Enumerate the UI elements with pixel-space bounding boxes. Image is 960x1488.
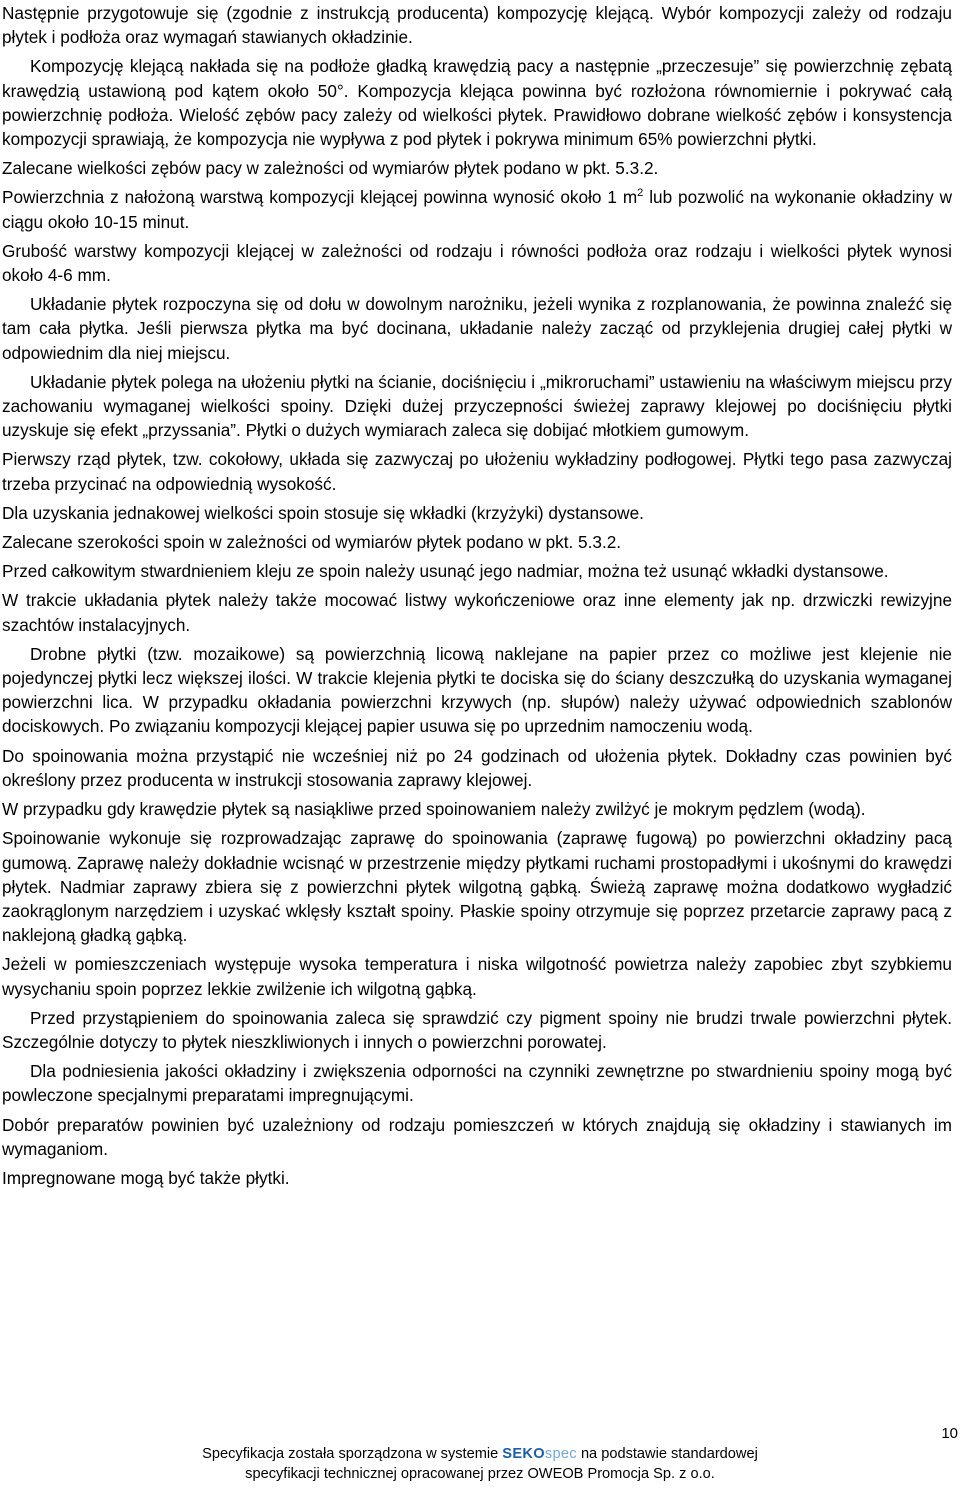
- coverage-text: Powierzchnia z nałożoną warstwą kompozycji klejącej powinna wynosić około 1 m: [2, 187, 638, 208]
- footer-text: Specyfikacja została sporządzona w systemie: [202, 1446, 503, 1462]
- paragraph-coverage-area: [2, 185, 952, 233]
- footer-line-2: specyfikacji technicznej opracowanej przez OWEOB Promocja Sp. z o.o.: [245, 1466, 715, 1482]
- paragraph-edge-wetting: W przypadku gdy krawędzie płytek są nasiąkliwe przed spoinowaniem należy zwilżyć je mokrym pędzlem (wodą).: [2, 799, 866, 820]
- paragraph-laying-method: Układanie płytek polega na ułożeniu płytki na ścianie, dociśnięciu i „mikroruchami” ustawieniu na właściwym miejscu przy zachowaniu wymaganej wielkości spoiny. Dzięki dużej przyczepności świeżej zaprawy klejowej po dociśnięciu płytki uzyskuje się efekt „przyssania”. Płytki o dużych wymiarach zaleca się dobijać młotkiem gumowym.: [2, 371, 952, 441]
- coverage-text-continued: lub pozwolić na wykonanie okładziny w ciągu około 10-15 minut.: [2, 187, 953, 232]
- paragraph-finishing-strips: W trakcie układania płytek należy także mocować listwy wykończeniowe oraz inne elementy jak np. drzwiczki rewizyjne szachtów instalacyjnych.: [2, 590, 952, 635]
- superscript-2: 2: [637, 187, 644, 200]
- footer-text-after: na podstawie standardowej: [576, 1446, 758, 1462]
- paragraph-tile-impregnation: Impregnowane mogą być także płytki.: [2, 1167, 290, 1188]
- paragraph-mosaic-tiles: Drobne płytki (tzw. mozaikowe) są powierzchnią licową naklejane na papier przez co możliwe jest klejenie nie pojedynczej płytki lecz większej ilości. W trakcie klejenia płytki te dociska się do ściany deszczułką do uzyskania wymaganej powierzchni lica. W przypadku okładania powierzchni krzywych (np. słupów) należy używać odpowiednich szablonów dociskowych. Po związaniu kompozycji klejącej papier usuwa się po uprzednim namoczeniu wodą.: [2, 643, 952, 737]
- paragraph-high-temperature: Jeżeli w pomieszczeniach występuje wysoka temperatura i niska wilgotność powietrza należy zapobiec zbyt szybkiemu wysychaniu spoin poprzez lekkie zwilżenie ich wilgotną gąbką.: [2, 954, 952, 999]
- page-footer: [0, 1444, 960, 1484]
- paragraph-pigment-check: Przed przystąpieniem do spoinowania zaleca się sprawdzić czy pigment spoiny nie brudzi trwale powierzchni płytek. Szczególnie dotyczy to płytek nieszkliwionych i innych o powierzchni porowatej.: [2, 1007, 952, 1052]
- brand-seko: SEKO: [502, 1446, 545, 1462]
- paragraph-grouting-method: Spoinowanie wykonuje się rozprowadzając zaprawę do spoinowania (zaprawę fugową) po powierzchni okładziny pacą gumową. Zaprawę należy dokładnie wcisnąć w przestrzenie między płytkami ruchami prostopadłymi i ukośnymi do krawędzi płytek. Nadmiar zaprawy zbiera się z powierzchni płytek wilgotną gąbką. Świeżą zaprawę można dodatkowo wygładzić zaokrąglonym narzędziem i uzyskać wklęsły kształt spoiny. Płaskie spoiny otrzymuje się poprzez przetarcie zaprawy pacą z naklejoną gładką gąbką.: [2, 828, 952, 946]
- paragraph-trowel-teeth-reference: Zalecane wielkości zębów pacy w zależności od wymiarów płytek podano w pkt. 5.3.2.: [2, 158, 659, 179]
- paragraph-joint-width-reference: Zalecane szerokości spoin w zależności od wymiarów płytek podano w pkt. 5.3.2.: [2, 532, 622, 553]
- paragraph-preparation-selection: Dobór preparatów powinien być uzależniony od rodzaju pomieszczeń w których znajdują się okładziny i stawianych im wymaganiom.: [2, 1114, 952, 1159]
- paragraph-grouting-time: Do spoinowania można przystąpić nie wcześniej niż po 24 godzinach od ułożenia płytek. Dokładny czas powinien być określony przez producenta w instrukcji stosowania zaprawy klejowej.: [2, 745, 952, 790]
- paragraph-impregnation: Dla podniesienia jakości okładziny i zwiększenia odporności na czynniki zewnętrzne po stwardnieniu spoiny mogą być powleczone specjalnymi preparatami impregnującymi.: [2, 1061, 952, 1106]
- paragraph-adhesive-preparation: Następnie przygotowuje się (zgodnie z instrukcją producenta) kompozycję klejącą. Wybór kompozycji zależy od rodzaju płytek i podłoża oraz wymagań stawianych okładzinie.: [2, 3, 952, 48]
- paragraph-laying-start: Układanie płytek rozpoczyna się od dołu w dowolnym narożniku, jeżeli wynika z rozplanowania, że powinna znaleźć się tam cała płytka. Jeśli pierwsza płytka ma być docinana, układanie należy zacząć od przyklejenia drugiej całej płytki w odpowiednim dla niej miejscu.: [2, 294, 952, 363]
- paragraph-spacers: Dla uzyskania jednakowej wielkości spoin stosuje się wkładki (krzyżyki) dystansowe.: [2, 502, 644, 523]
- document-body: [2, 1, 952, 1195]
- paragraph-excess-removal: Przed całkowitym stwardnieniem kleju ze spoin należy usunąć jego nadmiar, można też usunąć wkładki dystansowe.: [2, 561, 889, 582]
- paragraph-first-row: Pierwszy rząd płytek, tzw. cokołowy, układa się zazwyczaj po ułożeniu wykładziny podłogowej. Płytki tego pasa zazwyczaj trzeba przycinać na odpowiednią wysokość.: [2, 449, 952, 494]
- sekospec-logo: [502, 1446, 577, 1462]
- page-number: 10: [941, 1425, 958, 1442]
- paragraph-layer-thickness: Grubość warstwy kompozycji klejącej w zależności od rodzaju i równości podłoża oraz rodzaju i wielkości płytek wynosi około 4-6 mm.: [2, 240, 952, 286]
- footer-line-1: [0, 1444, 960, 1464]
- brand-spec: spec: [544, 1446, 577, 1462]
- paragraph-adhesive-application: Kompozycję klejącą nakłada się na podłoże gładką krawędzią pacy a następnie „przeczesuje” się powierzchnię zębatą krawędzią ustawioną pod kątem około 50°. Kompozycja klejąca powinna być rozłożona równomiernie i pokrywać całą powierzchnię podłoża. Wielość zębów pacy zależy od wielkości płytek. Prawidłowo dobrane wielkość zębów i konsystencja kompozycji sprawiają, że kompozycja nie wypływa z pod płytek i pokrywa minimum 65% powierzchni płytki.: [2, 56, 952, 150]
